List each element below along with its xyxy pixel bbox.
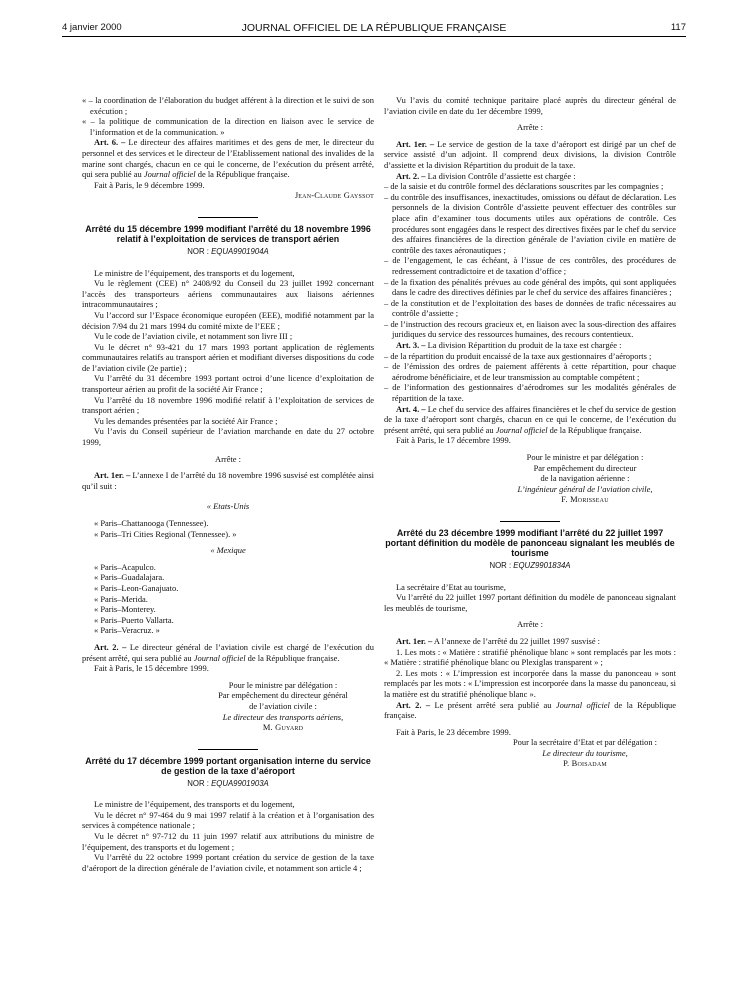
signature: Jean-Claude Gayssot [294,190,374,201]
article [82,137,374,179]
article [384,171,676,182]
paragraph: « – la coordination de l’élaboration du budget afférent à la direction et le suivi de son exécution ; [82,95,374,116]
signature-line: L’ingénieur général de l’aviation civile, [517,483,653,494]
decree-title: Arrêté du 23 décembre 1999 modifiant l’arrêté du 22 juillet 1997 portant définition du modèle de panonceau signalant les meublés de tourisme [385,527,675,558]
date-line: Fait à Paris, le 17 décembre 1999. [396,435,511,446]
route: « Paris–Tri Cities Regional (Tennessee). » [94,528,237,539]
article [82,642,374,663]
paragraph: Vu le code de l’aviation civile, et notamment son livre III ; [94,331,293,342]
article [384,340,676,351]
header-rule [62,36,686,37]
article-label: Art. 1er. – [396,138,435,149]
paragraph: 1. Les mots : « Matière : stratifié phénolique blanc » sont remplacés par les mots : « Matière : stratifié phénolique blanc ou Plexiglas transparent » ; [384,646,676,668]
nor-code: EQUA9901903A [211,778,269,788]
paragraph: Vu l’arrêté du 22 juillet 1997 portant définition du modèle de panonceau signalant les meublés de tourisme, [384,592,676,613]
route: « Paris–Merida. [94,593,148,604]
article-text-end: de la République française. [245,652,340,663]
date-line: Fait à Paris, le 9 décembre 1999. [94,179,205,190]
signature-line: Le directeur du tourisme, [542,747,628,758]
article-label: Art. 2. – [94,641,127,652]
paragraph: Vu l’arrêté du 31 décembre 1993 portant octroi d’une licence d’exploitation de transporteur aérien au profit de la société Air France ; [82,373,374,395]
arrete-label: Arrête : [516,619,543,630]
nor-label: NOR : [489,560,514,570]
country-heading: « Etats-Unis [206,501,250,512]
article [384,700,676,721]
nor-reference [82,247,374,258]
list-item: – de l’émission des ordres de paiement afférents à cette répartition, pour chaque aérodrome bénéficiaire, et de leur transmission au comptable compétent ; [384,361,676,382]
paragraph: 2. Les mots : « L’impression est incorporée dans la masse du panonceau » sont remplacés par les mots : « L’impression est incorporée dans la masse du panonceau, si la matière est du stratifié phénolique blanc ». [384,667,676,699]
paragraph: Vu les demandes présentées par la société Air France ; [94,415,278,426]
article-label: Art. 4. – [396,403,426,414]
article-label: Art. 1er. – [396,635,433,646]
article-text: L’annexe I de l’arrêté du 18 novembre 1996 susvisé est complétée ainsi qu’il suit : [82,470,374,491]
route: « Paris–Puerto Vallarta. [94,614,174,625]
decree-title: Arrêté du 17 décembre 1999 portant organisation interne du service de gestion de la taxe d’aéroport [85,755,371,776]
article [384,404,676,436]
date-line: Fait à Paris, le 15 décembre 1999. [94,663,209,674]
right-column [384,95,676,769]
nor-reference [82,779,374,790]
nor-code: EQUZ9901834A [513,560,571,570]
signature-line: Pour la secrétaire d’Etat et par délégation : [512,737,658,748]
signature-line: de la navigation aérienne : [540,473,630,484]
signature: F. Morisseau [561,494,609,505]
paragraph: Vu l’avis du comité technique paritaire placé auprès du directeur général de l’aviation civile en date du 1er décembre 1999, [384,95,676,116]
article-text-end: de la République française. [547,424,642,435]
article-text: Le présent arrêté sera publié au [430,699,556,710]
list-item: – du contrôle des insuffisances, inexactitudes, omissions ou défaut de déclaration. Les personnels de la division Contrôle d’assiette peuvent effectuer des contrôles sur place afin d’examiner tous documents utiles aux opérations de contrôle. Ces procédures sont engagées dans le respect des directives fixées par le chef du service des affaires financières de la direction générale de l’aviation civile en matière de contrôle des taxes aéronautiques ; [384,191,676,255]
paragraph: Le ministre de l’équipement, des transports et du logement, [94,267,295,278]
list-item: – de la constitution et de l’exploitation des bases de données de trafic nécessaires au contrôle d’assiette ; [384,297,676,319]
journal-ref: Journal officiel [143,169,196,180]
paragraph: La secrétaire d’Etat au tourisme, [396,581,506,592]
article [82,470,374,491]
article-text: Le directeur des affaires maritimes et des gens de mer, le directeur du personnel et des services et le directeur de l’Etablissement national des invalides de la marine sont chargés, chacun en ce qui le concerne, de l’exécution du présent arrêté, qui sera publié au [82,137,374,180]
paragraph: Vu l’avis du Conseil supérieur de l’aviation marchande en date du 27 octobre 1999, [82,426,374,448]
date-line: Fait à Paris, le 23 décembre 1999. [396,726,511,737]
paragraph: Vu le décret n° 97-712 du 11 juin 1997 relatif aux attributions du ministre de l’équipement, des transports et du logement ; [82,831,374,852]
list-item: – de la fixation des pénalités prévues au code général des impôts, qui sont appliquées dans le cadre des directives définies par le chef du service des affaires financières ; [384,276,676,298]
signature: M. Guyard [262,722,304,733]
signature-line: Par empêchement du directeur général [218,690,348,701]
signature-line: Par empêchement du directeur [533,462,637,473]
paragraph: Vu le décret n° 93-421 du 17 mars 1993 portant application de règlements communautaires relatifs au transport aérien et modifiant diverses dispositions du code de l’aviation civile (2e partie) ; [82,341,374,373]
paragraph: Vu l’arrêté du 22 octobre 1999 portant création du service de gestion de la taxe d’aéroport de la direction générale de l’aviation civile, et notamment son article 4 ; [82,852,374,873]
decree-title: Arrêté du 15 décembre 1999 modifiant l’arrêté du 18 novembre 1996 relatif à l’exploitation de services de transport aérien [85,223,371,244]
article-text: A l’annexe de l’arrêté du 22 juillet 1997 susvisé : [432,635,601,646]
list-item: – de la saisie et du contrôle formel des déclarations souscrites par les compagnies ; [384,181,664,192]
signature: P. Boisadam [563,758,607,769]
paragraph: Vu l’accord sur l’Espace économique européen (EEE), modifié notamment par la décision 7/94 du 21 mars 1994 du comité mixte de l’EEE ; [82,309,374,331]
paragraph: Vu l’arrêté du 18 novembre 1996 modifié relatif à l’exploitation de services de transport aérien ; [82,394,374,416]
list-item: – de l’instruction des recours gracieux et, en liaison avec la sous-direction des affaires juridiques du service des ressources humaines, des recours contentieux. [384,318,676,340]
signature-line: Pour le ministre et par délégation : [526,452,644,462]
arrete-label: Arrête : [214,453,241,464]
article-label: Art. 2. – [396,170,426,181]
left-column [82,95,374,873]
article-label: Art. 2. – [396,699,431,710]
paragraph: « – la politique de communication de la direction en liaison avec le service de l’information et de la communication. » [82,116,374,137]
route: « Paris–Chattanooga (Tennessee). [94,518,209,528]
paragraph: Vu le règlement (CEE) n° 2408/92 du Conseil du 23 juillet 1992 concernant l’accès des transporteurs aériens communautaires aux liaisons aériennes intracommunautaires ; [82,278,374,310]
article-text-end: de la République française. [384,699,676,721]
paragraph: Vu le décret n° 97-464 du 9 mai 1997 relatif à la création et à l’organisation des services à compétence nationale ; [82,809,374,831]
journal-title: JOURNAL OFFICIEL DE LA RÉPUBLIQUE FRANÇAISE [241,22,507,34]
arrete-label: Arrête : [516,122,543,133]
list-item: – de l’engagement, le cas échéant, à l’issue de ces contrôles, des procédures de redressement contradictoire et de taxation d’office ; [384,255,676,276]
article-text: La division Contrôle d’assiette est chargée : [425,170,576,181]
country-heading: « Mexique [210,545,246,556]
route: « Paris–Acapulco. [94,561,156,572]
article-label: Art. 3. – [396,340,426,351]
article-text: La division Répartition du produit de la taxe est chargée : [425,340,622,351]
route: « Paris–Guadalajara. [94,572,165,583]
page-number: 117 [670,22,686,33]
nor-reference [384,561,676,572]
route: « Paris–Leon-Ganajuato. [94,582,179,593]
signature-line: Pour le ministre par délégation : [228,679,338,690]
article-label: Art. 1er. – [94,470,131,481]
article-text-end: de la République française. [195,169,290,180]
list-item: – de la répartition du produit encaissé de la taxe aux gestionnaires d’aéroports ; [384,350,652,361]
journal-ref: Journal officiel [193,652,246,663]
article [384,636,676,647]
article [384,139,676,171]
nor-code: EQUA9901904A [211,246,269,256]
article-text: Le directeur général de l’aviation civile est chargé de l’exécution du présent arrêté, qui sera publié au [82,641,374,663]
nor-label: NOR : [187,778,212,788]
paragraph: Le ministre de l’équipement, des transports et du logement, [94,799,295,810]
route: « Paris–Monterey. [94,604,156,615]
article-label: Art. 6. – [94,137,126,148]
article-text: Le chef du service des affaires financières et le chef du service de gestion de la taxe d’aéroport sont chargés, chacun en ce qui le concerne, de l’exécution du présent arrêté, qui sera publié au [384,403,676,435]
list-item: – de l’information des gestionnaires d’aérodromes sur les modalités générales de répartition de la taxe. [384,382,676,404]
article-text: Le service de gestion de la taxe d’aéroport est dirigé par un chef de service assisté d’un adjoint. Il comprend deux divisions, la division Contrôle d’assiette et la division Répartition du produit de la taxe. [384,138,676,170]
nor-label: NOR : [187,246,212,256]
journal-ref: Journal officiel [495,424,548,435]
route: « Paris–Veracruz. » [94,625,160,636]
signature-line: Le directeur des transports aériens, [222,711,344,722]
signature-line: de l’aviation civile : [249,700,317,711]
header-date: 4 janvier 2000 [62,22,122,33]
journal-ref: Journal officiel [555,699,610,710]
